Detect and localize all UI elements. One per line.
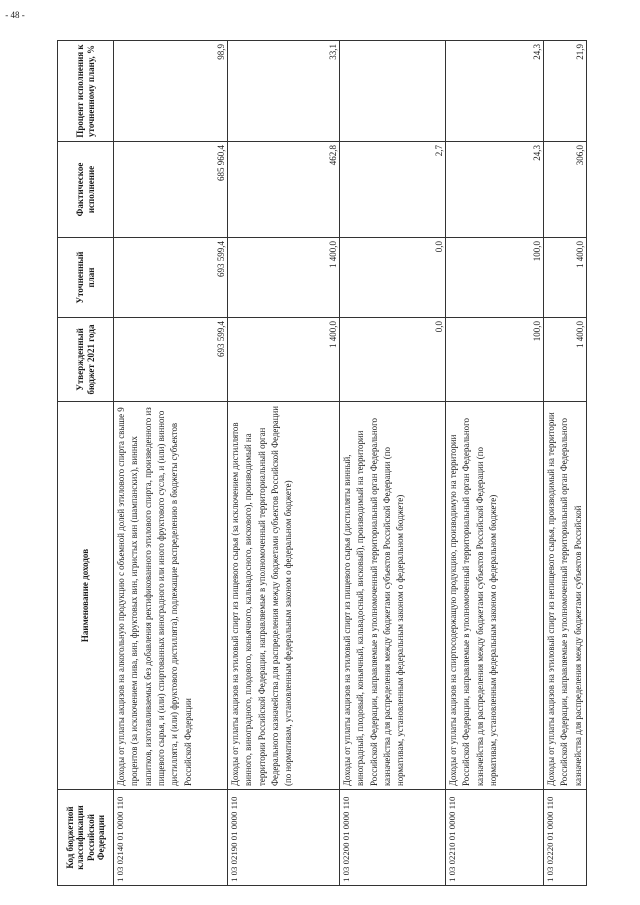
header-name: Наименование доходов [58,402,114,790]
rotated-document [57,41,586,886]
cell-code: 1 03 02200 01 0000 110 [340,790,446,886]
header-actual: Фактическое исполнение [58,142,114,238]
cell-percent: 33,1 [228,41,340,142]
cell-actual: 685 960,4 [114,142,228,238]
cell-code: 1 03 02140 01 0000 110 [114,790,228,886]
table-row [340,41,446,886]
cell-percent: 98,9 [114,41,228,142]
cell-code: 1 03 02190 01 0000 110 [228,790,340,886]
cell-percent [340,41,446,142]
cell-plan: 1 400,0 [228,238,340,318]
cell-name: Доходы от уплаты акцизов на этиловый спирт из пищевого сырья (дистилляты винный, виноградный, плодовый, коньячный, кальвадосный, висковый), производимый на территории Российской Федерации, направляемые в уполномоченный территориальный орган Федерального казначейства для распределения между бюджетами субъектов Российской Федерации (по нормативам, установленным федеральным законом о федеральном бюджете) [340,402,446,790]
cell-actual: 2,7 [340,142,446,238]
cell-percent: 21,9 [544,41,587,142]
cell-plan: 0,0 [340,238,446,318]
cell-actual: 462,8 [228,142,340,238]
header-plan: Уточненный план [58,238,114,318]
cell-name: Доходы от уплаты акцизов на алкогольную продукцию с объемной долей этилового спирта свыше 9 процентов (за исключением пива, вин, фруктовых вин, игристых вин (шампанских), винных напитков, изготавливаемых без добавления ректификованного этилового спирта, произведенного из пищевого сырья, и (или) спиртованных виноградного или иного фруктового сусла, и (или) винного дистиллята, и (или) фруктового дистиллята), подлежащие распределению в бюджеты субъектов Российской Федерации [114,402,228,790]
table-row [544,41,587,886]
cell-code: 1 03 02210 01 0000 110 [446,790,544,886]
header-approved: Утвержденный бюджет 2021 года [58,318,114,402]
table-row [114,41,228,886]
cell-name: Доходы от уплаты акцизов на спиртосодержащую продукцию, производимую на территории Российской Федерации, направляемые в уполномоченный территориальный орган Федерального казначейства для распределения между бюджетами субъектов Российской Федерации (по нормативам, установленным федеральным законом о федеральном бюджете) [446,402,544,790]
cell-percent: 24,3 [446,41,544,142]
cell-actual: 24,3 [446,142,544,238]
page-number: - 48 - [5,10,25,20]
revenue-table [57,40,587,886]
cell-plan: 1 400,0 [544,238,587,318]
cell-approved: 100,0 [446,318,544,402]
cell-name: Доходы от уплаты акцизов на этиловый спирт из непищевого сырья, производимый на территории Российской Федерации, направляемые в уполномоченный территориальный орган Федерального казначейства для распределения между бюджетами субъектов Российской [544,402,587,790]
cell-plan: 693 599,4 [114,238,228,318]
header-code: Код бюджетной классификации Российской Федерации [58,790,114,886]
cell-approved: 693 599,4 [114,318,228,402]
header-percent: Процент исполнения к уточненному плану, % [58,41,114,142]
cell-plan: 100,0 [446,238,544,318]
table-row [228,41,340,886]
table-row [446,41,544,886]
cell-actual: 306,0 [544,142,587,238]
cell-approved: 1 400,0 [228,318,340,402]
cell-approved: 0,0 [340,318,446,402]
cell-code: 1 03 02220 01 0000 110 [544,790,587,886]
cell-name: Доходы от уплаты акцизов на этиловый спирт из пищевого сырья (за исключением дистиллятов винного, виноградного, плодового, коньячного, кальвадосного, вискового), производимый на территории Российской Федерации, направляемые в уполномоченный территориальный орган Федерального казначейства для распределения между бюджетами субъектов Российской Федерации (по нормативам, установленным федеральным законом о федеральном бюджете) [228,402,340,790]
cell-approved: 1 400,0 [544,318,587,402]
table-header-row [58,41,114,886]
